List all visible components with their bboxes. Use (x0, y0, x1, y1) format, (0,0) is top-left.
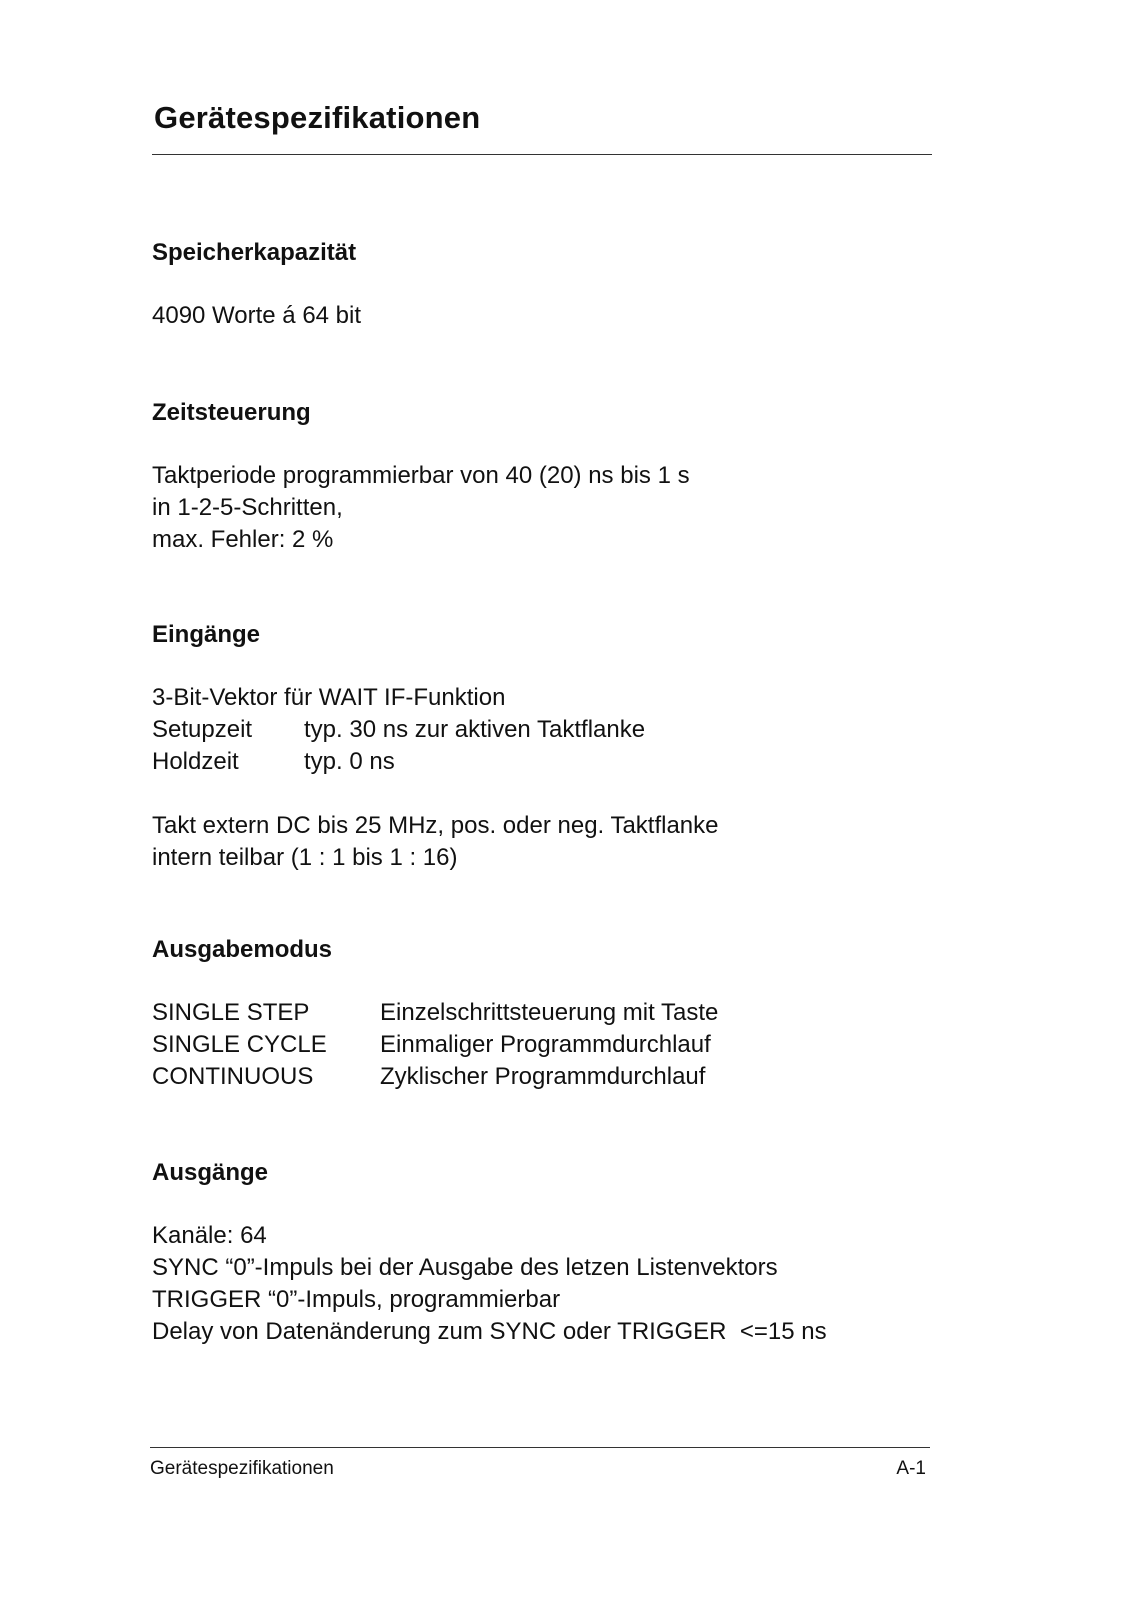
page-title: Gerätespezifikationen (154, 100, 481, 135)
section-heading: Ausgänge (152, 1159, 269, 1186)
section-speicherkapazitaet (152, 238, 361, 332)
text-line: in 1-2-5-Schritten, (152, 494, 343, 521)
mode-row (152, 997, 718, 1029)
mode-value: Einzelschrittsteuerung mit Taste (380, 999, 719, 1026)
footer-rule (150, 1447, 930, 1448)
text-line: Delay von Datenänderung zum SYNC oder TRIGGER <=15 ns (152, 1318, 827, 1345)
text-line: Taktperiode programmierbar von 40 (20) ns bis 1 s (152, 462, 690, 489)
mode-row (152, 1029, 718, 1061)
section-heading: Zeitsteuerung (152, 399, 311, 426)
section-zeitsteuerung (152, 398, 690, 556)
spec-key: Holdzeit (152, 748, 239, 775)
section-ausgaenge (152, 1158, 827, 1348)
text-line: TRIGGER “0”-Impuls, programmierbar (152, 1286, 561, 1313)
section-heading: Speicherkapazität (152, 239, 357, 266)
spec-row (152, 714, 719, 746)
text-line: 3-Bit-Vektor für WAIT IF-Funktion (152, 684, 506, 711)
section-heading: Eingänge (152, 621, 261, 648)
header-rule (152, 154, 932, 155)
section-heading: Ausgabemodus (152, 936, 333, 963)
spec-value: typ. 0 ns (304, 748, 395, 775)
spec-value: typ. 30 ns zur aktiven Taktflanke (304, 716, 646, 743)
text-line: 4090 Worte á 64 bit (152, 302, 362, 329)
spec-key: Setupzeit (152, 716, 253, 743)
page-number: A-1 (896, 1458, 926, 1479)
text-line: Takt extern DC bis 25 MHz, pos. oder neg. Taktflanke (152, 812, 719, 839)
section-ausgabemodus (152, 935, 718, 1093)
section-eingaenge (152, 620, 719, 874)
text-line: max. Fehler: 2 % (152, 526, 334, 553)
mode-row (152, 1061, 718, 1093)
mode-value: Einmaliger Programmdurchlauf (380, 1031, 711, 1058)
spec-row (152, 746, 719, 778)
mode-key: SINGLE CYCLE (152, 1031, 327, 1058)
mode-key: SINGLE STEP (152, 999, 310, 1026)
mode-value: Zyklischer Programmdurchlauf (380, 1063, 706, 1090)
text-line: SYNC “0”-Impuls bei der Ausgabe des letzen Listenvektors (152, 1254, 778, 1281)
text-line: Kanäle: 64 (152, 1222, 267, 1249)
footer-title: Gerätespezifikationen (150, 1458, 334, 1479)
text-line: intern teilbar (1 : 1 bis 1 : 16) (152, 844, 458, 871)
mode-key: CONTINUOUS (152, 1063, 314, 1090)
